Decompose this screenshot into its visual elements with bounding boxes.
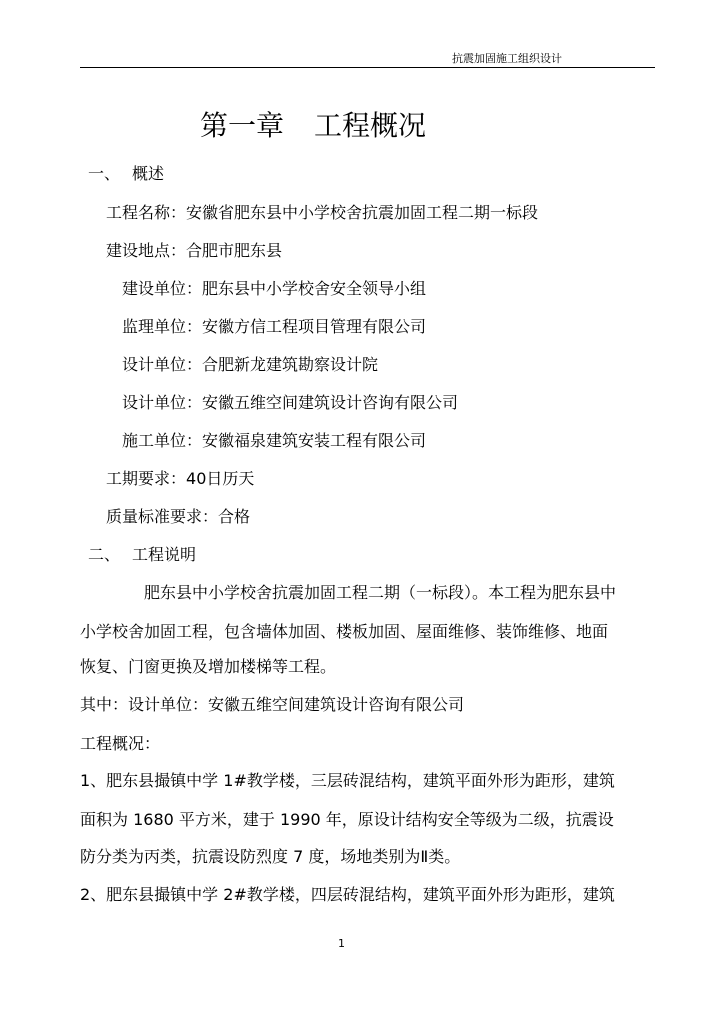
paragraph-line: 小学校舍加固工程，包含墙体加固、楼板加固、屋面维修、装饰维修、地面 xyxy=(80,622,609,641)
paragraph-line: 肥东县中小学校舍抗震加固工程二期（一标段）。本工程为肥东县中 xyxy=(144,583,617,602)
project-name-line: 工程名称：安徽省肥东县中小学校舍抗震加固工程二期一标段 xyxy=(106,203,539,222)
chapter-number: 第一章 xyxy=(200,109,285,142)
item-1-line-2: 面积为 1680 平方米，建于 1990 年，原设计结构安全等级为二级，抗震设 xyxy=(80,810,614,829)
paragraph-line: 恢复、门窗更换及增加楼梯等工程。 xyxy=(80,657,337,676)
project-location-line: 建设地点：合肥市肥东县 xyxy=(106,241,283,260)
page-number: 1 xyxy=(338,937,345,950)
section-heading-overview xyxy=(88,163,164,185)
quality-standard-line: 质量标准要求：合格 xyxy=(106,507,251,526)
supervisor-unit-line: 监理单位：安徽方信工程项目管理有限公司 xyxy=(122,317,427,336)
section-heading-description xyxy=(88,544,196,566)
item-1-line-3: 防分类为丙类，抗震设防烈度 7 度，场地类别为Ⅱ类。 xyxy=(80,847,461,866)
section-number: 二、 xyxy=(88,545,121,564)
summary-label: 工程概况： xyxy=(80,734,161,753)
item-2-line-1: 2、肥东县撮镇中学 2#教学楼，四层砖混结构，建筑平面外形为距形，建筑 xyxy=(80,885,615,904)
design-unit-line-2: 设计单位：安徽五维空间建筑设计咨询有限公司 xyxy=(122,393,459,412)
section-number: 一、 xyxy=(88,164,121,183)
section-title: 工程说明 xyxy=(132,545,197,564)
designer-line: 其中：设计单位：安徽五维空间建筑设计咨询有限公司 xyxy=(80,695,465,714)
running-header: 抗震加固施工组织设计 xyxy=(452,52,562,65)
section-title: 概述 xyxy=(132,164,165,183)
design-unit-line-1: 设计单位：合肥新龙建筑勘察设计院 xyxy=(122,355,379,374)
item-1-line-1: 1、肥东县撮镇中学 1#教学楼，三层砖混结构，建筑平面外形为距形，建筑 xyxy=(80,771,615,790)
owner-unit-line: 建设单位：肥东县中小学校舍安全领导小组 xyxy=(122,279,427,298)
chapter-name: 工程概况 xyxy=(314,109,427,142)
duration-line: 工期要求：40日历天 xyxy=(106,469,255,488)
chapter-title xyxy=(200,108,426,144)
header-divider xyxy=(80,67,655,68)
contractor-unit-line: 施工单位：安徽福泉建筑安装工程有限公司 xyxy=(122,431,427,450)
